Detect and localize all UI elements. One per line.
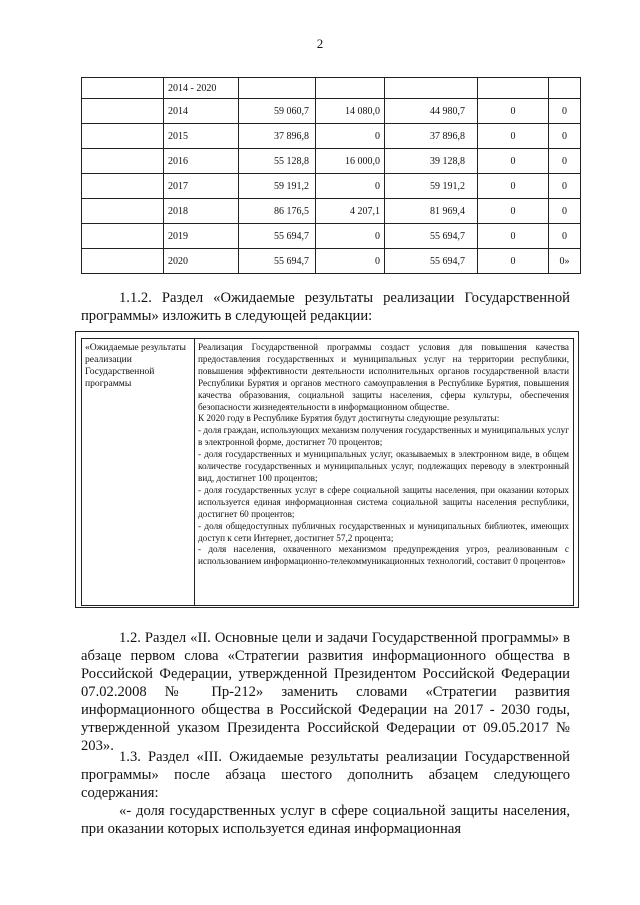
table-row xyxy=(82,149,581,174)
table-cell-empty xyxy=(316,78,385,99)
year-cell: 2018 xyxy=(164,199,239,224)
table-cell-empty xyxy=(82,99,164,124)
table-cell-empty xyxy=(82,124,164,149)
results-paragraph: К 2020 году в Республике Бурятия будут достигнуты следующие результаты: xyxy=(198,413,500,424)
table-row xyxy=(82,99,581,124)
local-cell: 0 xyxy=(478,199,549,224)
other-cell: 0 xyxy=(549,149,581,174)
federal-cell: 4 207,1 xyxy=(316,199,385,224)
republic-cell: 55 694,7 xyxy=(385,224,478,249)
local-cell: 0 xyxy=(478,124,549,149)
republic-cell: 81 969,4 xyxy=(385,199,478,224)
year-cell: 2015 xyxy=(164,124,239,149)
republic-cell: 59 191,2 xyxy=(385,174,478,199)
year-cell: 2020 xyxy=(164,249,239,274)
page-number: 2 xyxy=(316,36,324,51)
budget-table xyxy=(81,77,581,274)
local-cell: 0 xyxy=(478,174,549,199)
results-paragraph: Реализация Государственной программы создаст условия для повышения качества предоставления государственных и муниципальных услуг на территории республики, повышения эффективности деятельности исполнительных органов государственной власти Республики Бурятия и органов местного самоуправления в Республике Бурятия, повышения качества образования, социальной защиты населения, сферы культуры, обеспечения безопасности жизнедеятельности в информационном обществе. xyxy=(198,342,569,412)
table-cell-empty xyxy=(82,199,164,224)
other-cell: 0 xyxy=(549,224,581,249)
results-paragraph: - доля граждан, использующих механизм получения государственных и муниципальных услуг в электронной форме, достигнет 70 процентов; xyxy=(198,425,569,448)
republic-cell: 44 980,7 xyxy=(385,99,478,124)
table-row xyxy=(82,224,581,249)
results-paragraph: - доля общедоступных публичных государственных и муниципальных библиотек, имеющих доступ к сети Интернет, достигнет 57,2 процента; xyxy=(198,520,569,543)
table-cell-empty xyxy=(82,224,164,249)
other-cell: 0 xyxy=(549,174,581,199)
quote-start: «- доля государственных услуг в сфере социальной защиты населения, при оказании которых используется единая информационная xyxy=(81,803,570,837)
local-cell: 0 xyxy=(478,249,549,274)
table-row xyxy=(82,124,581,149)
results-text xyxy=(198,342,569,568)
year-cell: 2019 xyxy=(164,224,239,249)
table-cell-empty xyxy=(82,174,164,199)
other-cell: 0 xyxy=(549,124,581,149)
table-cell-empty xyxy=(239,78,316,99)
results-box xyxy=(81,338,574,606)
results-paragraph: - доля государственных и муниципальных услуг, оказываемых в электронном виде, в общем количестве государственных и муниципальных услуг, подлежащих переводу в электронный вид, достигнет 100 процентов; xyxy=(198,449,569,483)
table-row-period xyxy=(82,78,581,99)
total-cell: 59 060,7 xyxy=(239,99,316,124)
other-cell: 0» xyxy=(549,249,581,274)
section-1-2: 1.2. Раздел «II. Основные цели и задачи Государственной программы» в абзаце первом слова «Стратегии развития информационного общества в Российской Федерации, утвержденной Президентом Российской Федерации 07.02.2008 № Пр-212» заменить словами «Стратегии развития информационного общества в Российской Федерации на 2017 - 2030 годы, утвержденной указом Президента Российской Федерации от 09.05.2017 № 203». xyxy=(81,630,570,754)
local-cell: 0 xyxy=(478,99,549,124)
year-cell: 2017 xyxy=(164,174,239,199)
other-cell: 0 xyxy=(549,199,581,224)
results-paragraph: - доля государственных услуг в сфере социальной защиты населения, при оказании которых используется единая информационная система социальной защиты населения республики, достигнет 60 процентов; xyxy=(198,484,569,519)
republic-cell: 37 896,8 xyxy=(385,124,478,149)
table-cell-empty xyxy=(82,78,164,99)
republic-cell: 39 128,8 xyxy=(385,149,478,174)
table-row xyxy=(82,174,581,199)
total-cell: 59 191,2 xyxy=(239,174,316,199)
table-cell-empty xyxy=(549,78,581,99)
federal-cell: 0 xyxy=(316,224,385,249)
section-1-1-2: 1.1.2. Раздел «Ожидаемые результаты реализации Государственной программы» изложить в следующей редакции: xyxy=(81,290,570,324)
section-1-3: 1.3. Раздел «III. Ожидаемые результаты реализации Государственной программы» после абзаца шестого дополнить абзацем следующего содержания: xyxy=(81,749,570,801)
table-cell-empty xyxy=(82,249,164,274)
federal-cell: 16 000,0 xyxy=(316,149,385,174)
total-cell: 55 694,7 xyxy=(239,249,316,274)
federal-cell: 14 080,0 xyxy=(316,99,385,124)
table-row xyxy=(82,249,581,274)
federal-cell: 0 xyxy=(316,174,385,199)
total-cell: 86 176,5 xyxy=(239,199,316,224)
table-cell-empty xyxy=(385,78,478,99)
year-cell: 2014 xyxy=(164,99,239,124)
results-label: «Ожидаемые результаты реализации Государственной программы xyxy=(85,342,186,389)
total-cell: 37 896,8 xyxy=(239,124,316,149)
local-cell: 0 xyxy=(478,149,549,174)
results-paragraph: - доля населения, охваченного механизмом предупреждения угроз, реализованным с использованием информационно-телекоммуникационных технологий, составит 0 процентов» xyxy=(198,544,569,567)
period-label: 2014 - 2020 xyxy=(164,78,239,99)
total-cell: 55 694,7 xyxy=(239,224,316,249)
federal-cell: 0 xyxy=(316,249,385,274)
total-cell: 55 128,8 xyxy=(239,149,316,174)
year-cell: 2016 xyxy=(164,149,239,174)
republic-cell: 55 694,7 xyxy=(385,249,478,274)
table-cell-empty xyxy=(82,149,164,174)
table-cell-empty xyxy=(478,78,549,99)
column-divider xyxy=(194,339,195,605)
table-row xyxy=(82,199,581,224)
federal-cell: 0 xyxy=(316,124,385,149)
other-cell: 0 xyxy=(549,99,581,124)
local-cell: 0 xyxy=(478,224,549,249)
